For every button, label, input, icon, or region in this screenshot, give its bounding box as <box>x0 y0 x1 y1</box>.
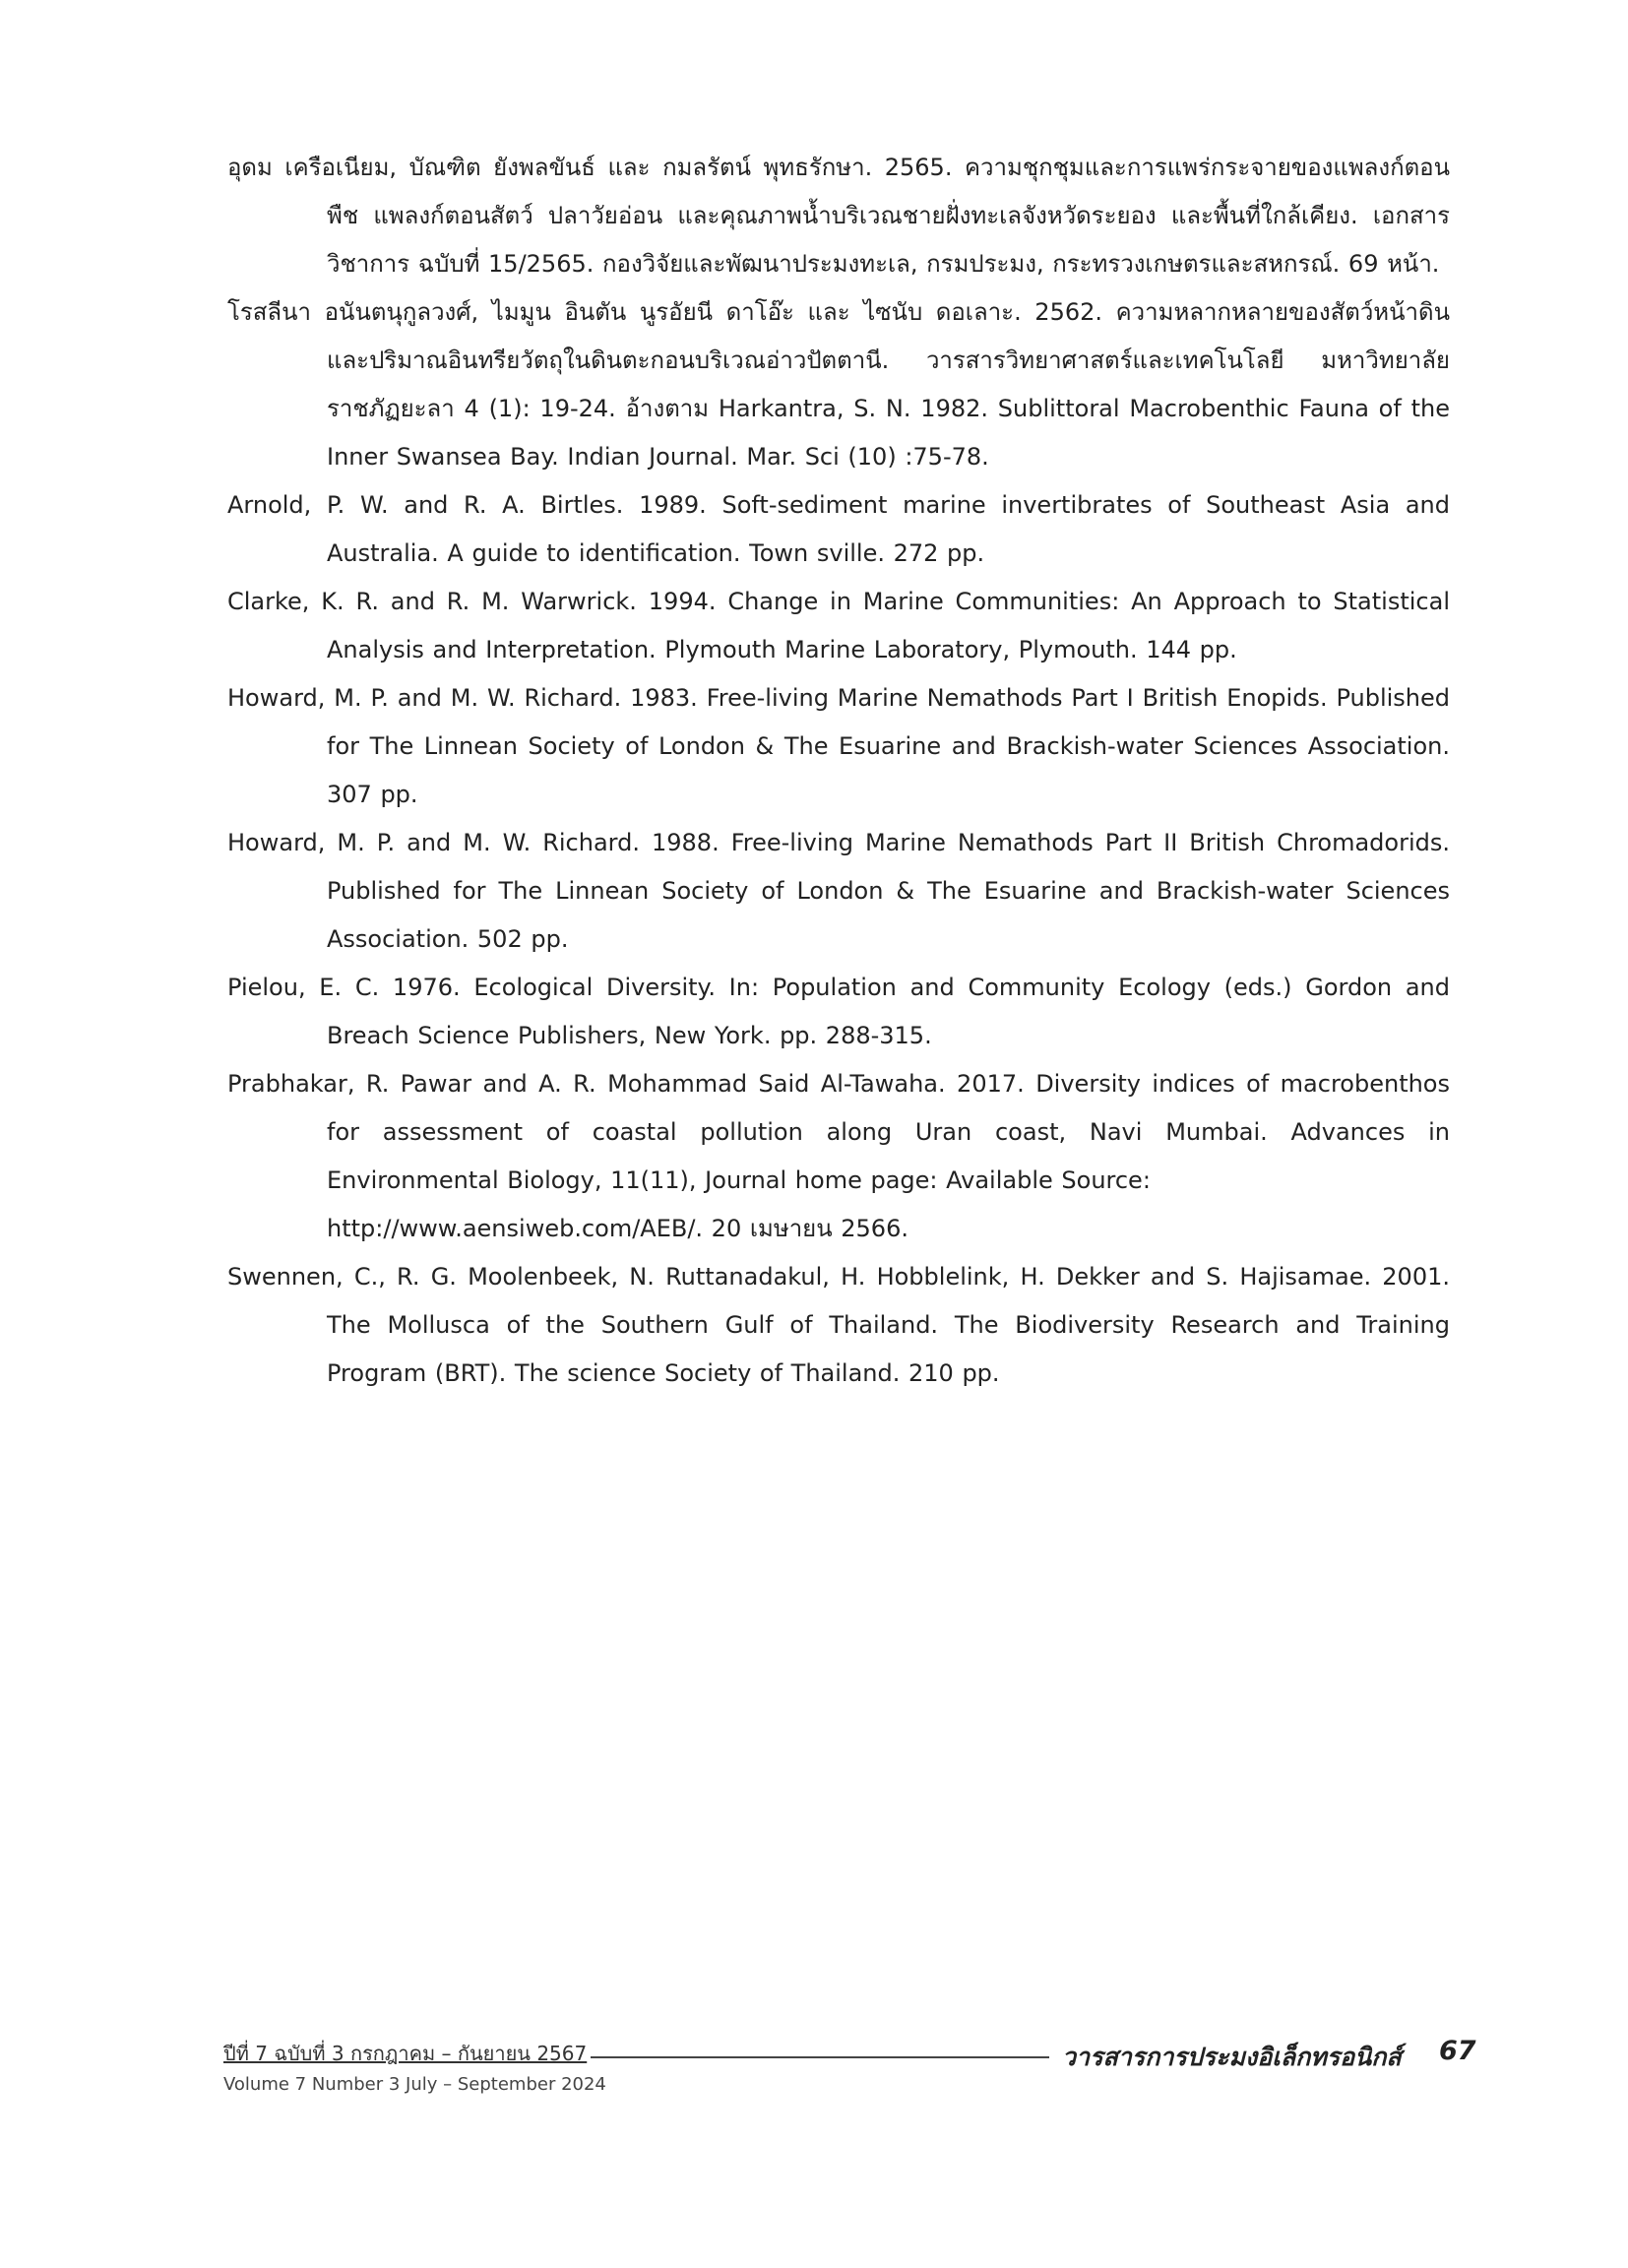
reference-text: โรสลีนา อนันตนุกูลวงศ์, ไมมูน อินตัน นูรอัยนี ดาโอ๊ะ และ ไซนับ ดอเลาะ. 2562. ความหลากหลายของสัตว์หน้าดิน และปริมาณอินทรียวัตถุในดินตะกอนบริเวณอ่าวปัตตานี. วารสารวิทยาศาสตร์และเทคโนโลยี มหาวิทยาลัยราชภัฏยะลา 4 (1): 19-24. อ้างตาม Harkantra, S. N. 1982. Sublittoral Macrobenthic Fauna of the Inner Swansea Bay. Indian Journal. Mar. Sci (10) :75-78. <box>227 298 1450 471</box>
page-number: 67 <box>1439 2036 1476 2066</box>
reference-text: Howard, M. P. and M. W. Richard. 1988. Free-living Marine Nemathods Part II British Chromadorids. Published for The Linnean Society of London & The Esuarine and Brackish-water Sciences Association. 502 pp. <box>227 829 1450 953</box>
footer-issue-english: Volume 7 Number 3 July – September 2024 <box>223 2074 606 2095</box>
reference-entry <box>227 288 1450 481</box>
footer-rule <box>591 2056 1049 2058</box>
reference-text: Pielou, E. C. 1976. Ecological Diversity. In: Population and Community Ecology (eds.) Gordon and Breach Science Publishers, New York. pp. 288-315. <box>227 974 1450 1049</box>
reference-entry <box>227 1253 1450 1398</box>
footer-journal-name: วารสารการประมงอิเล็กทรอนิกส์ <box>1062 2043 1402 2071</box>
reference-text: Prabhakar, R. Pawar and A. R. Mohammad Said Al-Tawaha. 2017. Diversity indices of macrobenthos for assessment of coastal pollution along Uran coast, Navi Mumbai. Advances in Environmental Biology, 11(11), Journal home page: Available Source: <box>227 1070 1450 1194</box>
reference-list <box>227 144 1450 1398</box>
reference-text: Swennen, C., R. G. Moolenbeek, N. Ruttanadakul, H. Hobblelink, H. Dekker and S. Hajisamae. 2001. The Mollusca of the Southern Gulf of Thailand. The Biodiversity Research and Training Program (BRT). The science Society of Thailand. 210 pp. <box>227 1263 1450 1387</box>
reference-entry <box>227 964 1450 1060</box>
reference-text: Howard, M. P. and M. W. Richard. 1983. Free-living Marine Nemathods Part I British Enopids. Published for The Linnean Society of London & The Esuarine and Brackish-water Sciences Association. 307 pp. <box>227 684 1450 808</box>
reference-entry <box>227 1060 1450 1253</box>
footer-issue-thai: ปีที่ 7 ฉบับที่ 3 กรกฎาคม – กันยายน 2567 <box>223 2042 588 2065</box>
reference-entry <box>227 481 1450 578</box>
reference-entry <box>227 144 1450 288</box>
reference-entry <box>227 819 1450 964</box>
reference-entry <box>227 578 1450 674</box>
reference-text: Clarke, K. R. and R. M. Warwrick. 1994. Change in Marine Communities: An Approach to Statistical Analysis and Interpretation. Plymouth Marine Laboratory, Plymouth. 144 pp. <box>227 588 1450 663</box>
reference-text: Arnold, P. W. and R. A. Birtles. 1989. Soft-sediment marine invertibrates of Southeast Asia and Australia. A guide to identification. Town sville. 272 pp. <box>227 491 1450 567</box>
reference-text: อุดม เครือเนียม, บัณฑิต ยังพลขันธ์ และ กมลรัตน์ พุทธรักษา. 2565. ความชุกชุมและการแพร่กระจายของแพลงก์ตอนพืช แพลงก์ตอนสัตว์ ปลาวัยอ่อน และคุณภาพน้ำบริเวณชายฝั่งทะเลจังหวัดระยอง และพื้นที่ใกล้เคียง. เอกสารวิชาการ ฉบับที่ 15/2565. กองวิจัยและพัฒนาประมงทะเล, กรมประมง, กระทรวงเกษตรและสหกรณ์. 69 หน้า. <box>227 154 1450 278</box>
reference-entry <box>227 674 1450 819</box>
reference-url: http://www.aensiweb.com/AEB/. 20 เมษายน 2566. <box>327 1215 908 1242</box>
